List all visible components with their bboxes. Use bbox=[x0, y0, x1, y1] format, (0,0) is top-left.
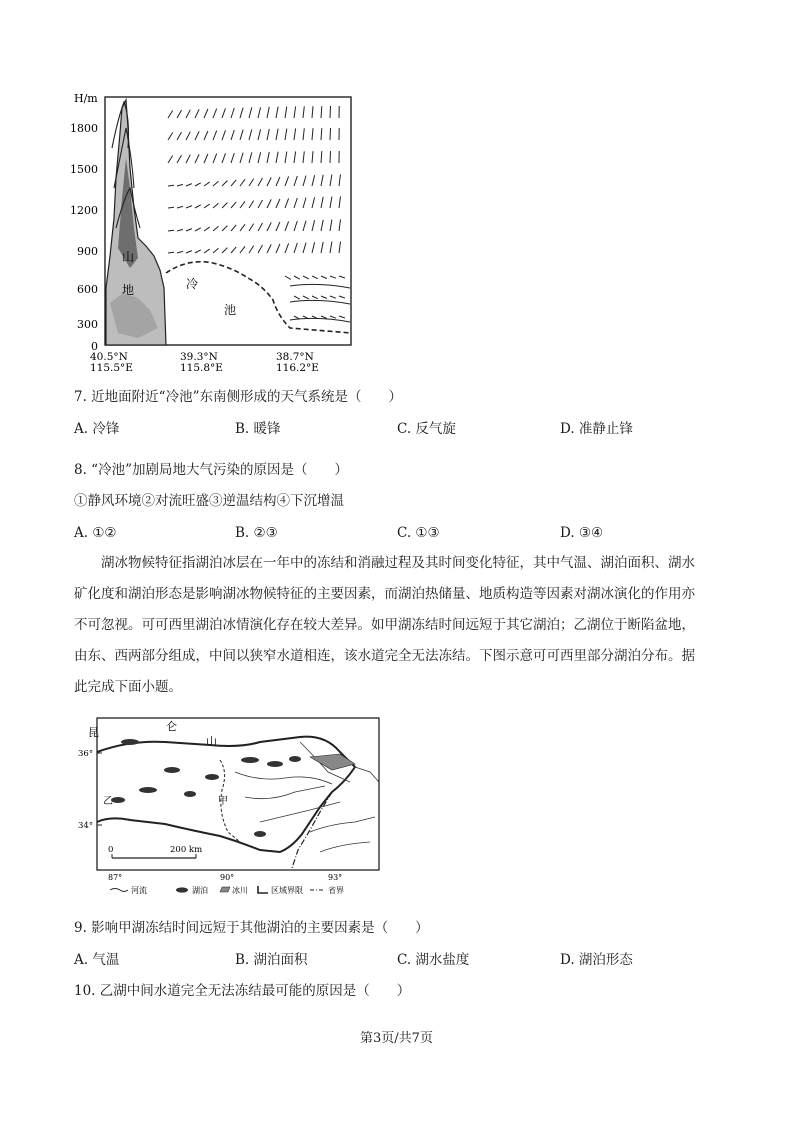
wind-arrow bbox=[240, 108, 243, 118]
wind-arrow bbox=[177, 132, 182, 140]
wind-arrow bbox=[312, 175, 315, 186]
wind-arrow bbox=[249, 152, 252, 163]
wind-arrow bbox=[276, 129, 278, 140]
wind-arrow bbox=[195, 131, 199, 140]
question-8-statements: ①静风环境②对流旺盛③逆温结构④下沉增温 bbox=[74, 493, 344, 509]
y-tick-labels bbox=[70, 122, 98, 353]
y-tick-300: 300 bbox=[77, 318, 98, 331]
passage-text bbox=[74, 548, 724, 703]
legend-region-boundary: 区域界限 bbox=[271, 886, 303, 895]
wind-arrow bbox=[222, 203, 227, 208]
wind-arrow bbox=[276, 152, 278, 163]
wind-arrow bbox=[330, 242, 332, 253]
wind-arrow bbox=[240, 153, 243, 163]
q9-option-d[interactable]: D. 湖泊形态 bbox=[560, 952, 633, 968]
wind-arrow bbox=[177, 251, 183, 253]
lon-93-label: 93° bbox=[328, 873, 343, 882]
passage-line-1: 湖冰物候特征指湖泊冰层在一年中的冻结和消融过程及其时间变化特征，其中气温、湖泊面积、湖水 bbox=[101, 555, 695, 571]
wind-arrow bbox=[222, 130, 226, 140]
wind-arrow bbox=[303, 296, 309, 299]
wind-arrow bbox=[231, 108, 234, 118]
question-8-stem: 8. “冷池”加剧局地大气污染的原因是（ ） bbox=[74, 462, 348, 478]
wind-arrow bbox=[258, 200, 263, 208]
wind-arrow bbox=[276, 107, 278, 118]
wind-arrow bbox=[312, 151, 313, 163]
wind-arrow bbox=[258, 223, 263, 231]
wind-arrow bbox=[276, 177, 280, 186]
wind-arrow bbox=[294, 243, 297, 253]
wind-arrow bbox=[339, 316, 345, 318]
wind-arrow bbox=[330, 128, 331, 140]
y-tick-1200: 1200 bbox=[70, 204, 98, 217]
wind-arrow bbox=[339, 196, 341, 208]
x-axis-labels bbox=[90, 351, 319, 373]
wind-arrow bbox=[258, 152, 261, 163]
wind-arrow bbox=[231, 247, 236, 253]
wind-arrow bbox=[330, 296, 336, 298]
wind-arrow bbox=[249, 246, 254, 253]
cross-section-svg bbox=[68, 88, 368, 373]
y-tick-1500: 1500 bbox=[70, 163, 98, 176]
wind-arrow bbox=[240, 224, 245, 231]
lake-yi-label: 乙 bbox=[103, 796, 113, 807]
wind-arrow bbox=[213, 154, 217, 163]
wind-arrow bbox=[222, 226, 227, 231]
passage-line-2: 矿化度和湖泊形态是影响湖冰物候特征的主要因素，而湖泊热储量、地质构造等因素对湖冰演化的作用亦 bbox=[74, 586, 695, 602]
wind-arrow bbox=[222, 108, 226, 118]
wind-arrow bbox=[231, 130, 234, 140]
wind-arrow bbox=[294, 221, 297, 231]
wind-arrow bbox=[168, 111, 173, 119]
wind-arrow bbox=[267, 199, 271, 208]
lon-87-label: 87° bbox=[108, 873, 123, 882]
wind-arrow bbox=[339, 219, 341, 231]
x-label-2-lat: 39.3°N bbox=[180, 351, 218, 363]
wind-arrow bbox=[303, 151, 304, 163]
wind-arrow bbox=[276, 199, 280, 208]
wind-arrow bbox=[321, 106, 322, 118]
wind-arrow bbox=[321, 175, 323, 186]
question-7-stem: 7. 近地面附近“冷池”东南侧形成的天气系统是（ ） bbox=[74, 389, 402, 405]
map-legend bbox=[110, 885, 344, 895]
lat-34-label: 34° bbox=[78, 821, 94, 831]
wind-arrow bbox=[195, 183, 201, 186]
wind-arrow bbox=[303, 221, 306, 231]
wind-arrow bbox=[195, 250, 201, 253]
wind-arrow bbox=[249, 129, 252, 140]
wind-arrow bbox=[330, 276, 336, 278]
wind-arrow bbox=[168, 252, 174, 253]
wind-arrow bbox=[258, 245, 263, 253]
wind-arrow bbox=[231, 225, 236, 231]
q8-option-a[interactable]: A. ①② bbox=[74, 525, 117, 541]
wind-arrow bbox=[285, 276, 291, 279]
y-tick-1800: 1800 bbox=[70, 122, 98, 135]
lon-90-label: 90° bbox=[220, 873, 235, 882]
x-label-1-lat: 40.5°N bbox=[90, 351, 128, 363]
wind-arrow bbox=[312, 276, 318, 279]
passage-line-5: 此完成下面小题。 bbox=[74, 679, 182, 695]
wind-arrow bbox=[213, 226, 219, 231]
wind-arrow bbox=[285, 243, 289, 253]
wind-arrow bbox=[168, 133, 173, 141]
scale-label: 200 km bbox=[170, 845, 203, 855]
wind-arrow bbox=[303, 176, 306, 186]
wind-arrow bbox=[249, 179, 254, 186]
wind-arrow bbox=[303, 243, 306, 253]
wind-arrow bbox=[213, 181, 219, 186]
wind-arrow bbox=[321, 128, 322, 140]
wind-arrow bbox=[321, 151, 322, 163]
wind-arrow bbox=[303, 106, 304, 118]
scale-zero: 0 bbox=[108, 845, 114, 855]
q8-option-c[interactable]: C. ①③ bbox=[397, 525, 440, 541]
wind-arrow bbox=[204, 154, 208, 163]
q9-option-a[interactable]: A. 气温 bbox=[74, 952, 120, 968]
legend-region-symbol bbox=[258, 886, 268, 893]
lake-jia-label: 甲 bbox=[218, 796, 228, 807]
wind-arrow bbox=[330, 316, 336, 318]
wind-arrow bbox=[177, 110, 182, 118]
wind-arrow bbox=[195, 205, 201, 208]
wind-arrow bbox=[195, 154, 199, 163]
flow-line bbox=[290, 284, 350, 288]
passage-line-4: 由东、西两部分组成，中间以狭窄水道相连，该水道完全无法冻结。下图示意可可西里部分湖泊分布。据 bbox=[74, 648, 695, 664]
wind-arrow bbox=[339, 276, 345, 278]
wind-arrow bbox=[294, 128, 296, 140]
question-10-stem: 10. 乙湖中间水道完全无法冻结最可能的原因是（ ） bbox=[74, 983, 411, 999]
wind-arrow bbox=[285, 129, 287, 140]
wind-arrow bbox=[177, 184, 183, 186]
y-tick-600: 600 bbox=[77, 283, 98, 296]
wind-arrow bbox=[240, 179, 245, 186]
wind-arrow bbox=[321, 242, 323, 253]
page-footer: 第3页/共7页 bbox=[360, 1031, 433, 1046]
wind-arrow bbox=[267, 177, 271, 186]
kunlun-char-3: 山 bbox=[206, 735, 217, 748]
legend-river-symbol bbox=[110, 889, 128, 892]
wind-arrow bbox=[339, 296, 345, 298]
wind-arrow bbox=[177, 229, 183, 231]
wind-arrow bbox=[294, 151, 296, 163]
wind-arrow bbox=[330, 197, 332, 208]
wind-arrow bbox=[222, 248, 227, 253]
wind-arrow bbox=[303, 128, 304, 140]
wind-arrow bbox=[186, 155, 190, 163]
wind-arrow bbox=[330, 106, 331, 118]
wind-arrow bbox=[294, 198, 297, 208]
wind-arrow bbox=[204, 109, 208, 118]
wind-arrow bbox=[240, 201, 245, 208]
wind-arrow bbox=[213, 203, 219, 208]
wind-arrow bbox=[249, 201, 254, 208]
wind-arrow bbox=[195, 228, 201, 231]
wind-arrow bbox=[321, 296, 327, 299]
wind-arrow bbox=[330, 151, 331, 163]
wind-arrow bbox=[231, 202, 236, 208]
wind-arrow bbox=[294, 106, 296, 118]
q7-option-b[interactable]: B. 暖锋 bbox=[235, 421, 281, 437]
wind-arrow bbox=[294, 176, 297, 186]
legend-lake-symbol bbox=[176, 887, 188, 892]
hoh-xil-lakes-map bbox=[70, 712, 390, 897]
q8-option-b[interactable]: B. ②③ bbox=[235, 525, 278, 541]
wind-arrow bbox=[276, 222, 280, 231]
cold-pool-label-1: 冷 bbox=[186, 277, 199, 291]
wind-arrow bbox=[285, 107, 287, 118]
wind-arrow bbox=[168, 156, 173, 164]
q9-option-c[interactable]: C. 湖水盐度 bbox=[397, 952, 470, 968]
wind-arrow bbox=[267, 129, 269, 140]
wind-arrow bbox=[294, 296, 300, 299]
wind-arrow bbox=[339, 241, 341, 253]
legend-glacier-symbol bbox=[220, 887, 230, 892]
wind-arrow bbox=[312, 242, 315, 253]
lat-36-label: 36° bbox=[78, 749, 94, 759]
wind-arrow bbox=[222, 181, 227, 186]
wind-arrow bbox=[249, 107, 252, 118]
question-9-stem: 9. 影响甲湖冻结时间远短于其他湖泊的主要因素是（ ） bbox=[74, 920, 429, 936]
wind-arrow bbox=[303, 198, 306, 208]
cold-pool-label-2: 池 bbox=[224, 303, 237, 317]
y-tick-900: 900 bbox=[77, 245, 98, 258]
wind-arrow bbox=[213, 131, 217, 140]
wind-arrow bbox=[204, 131, 208, 140]
legend-glacier: 冰川 bbox=[232, 886, 248, 895]
y-tick-0: 0 bbox=[91, 340, 98, 353]
wind-arrow bbox=[177, 155, 182, 163]
q9-option-b[interactable]: B. 湖泊面积 bbox=[235, 952, 308, 968]
wind-arrow bbox=[231, 153, 234, 163]
wind-arrow bbox=[330, 220, 332, 231]
wind-arrow bbox=[168, 185, 174, 186]
mountain-label-2: 地 bbox=[122, 283, 135, 297]
wind-arrow bbox=[222, 153, 226, 163]
wind-arrow bbox=[312, 106, 313, 118]
wind-arrow bbox=[294, 276, 300, 279]
kunlun-char-1: 昆 bbox=[88, 726, 99, 739]
wind-arrow bbox=[312, 220, 315, 231]
wind-arrow bbox=[312, 197, 315, 208]
wind-arrow bbox=[312, 296, 318, 299]
wind-arrow bbox=[303, 276, 309, 279]
wind-arrow bbox=[195, 109, 199, 118]
flow-line bbox=[290, 318, 350, 322]
x-label-2-lon: 115.8°E bbox=[180, 362, 223, 373]
wind-arrow bbox=[204, 227, 210, 231]
q7-option-d[interactable]: D. 准静止锋 bbox=[560, 421, 633, 437]
wind-arrow bbox=[321, 276, 327, 279]
wind-arrow bbox=[231, 180, 236, 186]
x-label-3-lat: 38.7°N bbox=[276, 351, 314, 363]
q7-option-c[interactable]: C. 反气旋 bbox=[397, 421, 456, 437]
x-label-3-lon: 116.2°E bbox=[276, 362, 319, 373]
wind-arrow bbox=[186, 251, 192, 253]
wind-arrow bbox=[186, 184, 192, 186]
wind-arrow bbox=[204, 249, 210, 253]
wind-arrow bbox=[186, 110, 190, 118]
wind-arrow bbox=[312, 128, 313, 140]
wind-arrow bbox=[267, 107, 269, 118]
legend-lake: 湖泊 bbox=[192, 886, 208, 895]
wind-arrow bbox=[213, 248, 219, 253]
legend-province-boundary: 省界 bbox=[328, 886, 344, 895]
wind-arrow bbox=[168, 230, 174, 231]
wind-arrow bbox=[339, 174, 341, 186]
q7-option-a[interactable]: A. 冷锋 bbox=[74, 421, 120, 437]
wind-arrow bbox=[240, 130, 243, 140]
legend-river: 河流 bbox=[131, 886, 147, 895]
wind-arrow bbox=[204, 204, 210, 208]
wind-arrow bbox=[321, 197, 323, 208]
wind-arrow bbox=[267, 222, 271, 231]
wind-arrow bbox=[267, 244, 271, 253]
wind-arrow bbox=[258, 107, 261, 118]
wind-arrow bbox=[285, 221, 289, 231]
wind-arrow bbox=[177, 206, 183, 208]
wind-arrow bbox=[249, 224, 254, 231]
flow-line bbox=[290, 300, 350, 304]
cold-pool-cross-section-figure bbox=[68, 88, 368, 373]
wind-arrow bbox=[213, 109, 217, 118]
wind-arrow bbox=[186, 132, 190, 140]
wind-arrow bbox=[285, 176, 289, 186]
map-svg bbox=[70, 712, 390, 897]
y-axis-title: H/m bbox=[74, 92, 98, 105]
wind-arrow bbox=[258, 129, 261, 140]
passage-line-3: 不可忽视。可可西里湖泊冰情演化存在较大差异。如甲湖冻结时间远短于其它湖泊；乙湖位于断陷盆地， bbox=[74, 617, 695, 633]
wind-arrow bbox=[285, 152, 287, 163]
x-label-1-lon: 115.5°E bbox=[90, 362, 133, 373]
wind-arrow bbox=[258, 178, 263, 186]
wind-arrow bbox=[276, 244, 280, 253]
map-frame bbox=[97, 718, 379, 870]
wind-arrow bbox=[186, 206, 192, 208]
wind-arrow bbox=[204, 182, 210, 186]
wind-arrow bbox=[186, 229, 192, 231]
wind-arrow bbox=[330, 175, 332, 186]
lake-shape bbox=[121, 739, 139, 745]
wind-arrow bbox=[285, 198, 289, 208]
wind-arrow bbox=[240, 246, 245, 253]
q8-option-d[interactable]: D. ③④ bbox=[560, 525, 604, 541]
mountain-label-1: 山 bbox=[122, 250, 135, 264]
wind-arrow bbox=[267, 152, 269, 163]
wind-arrow bbox=[168, 207, 174, 208]
kunlun-char-2: 仑 bbox=[166, 720, 177, 733]
wind-arrow bbox=[321, 220, 323, 231]
